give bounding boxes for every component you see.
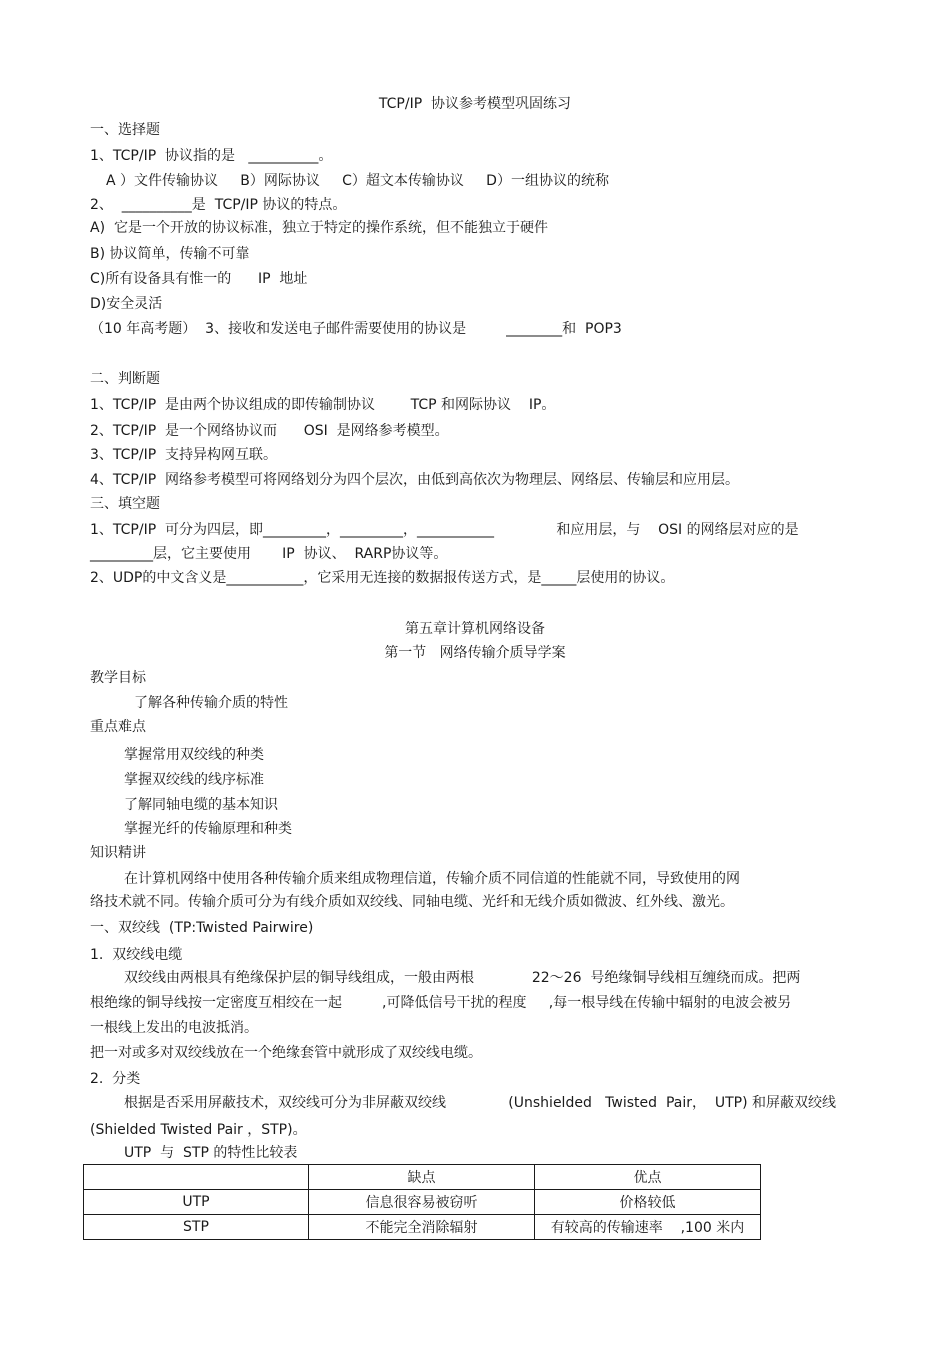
table-header-cell <box>84 1165 309 1190</box>
judge-item-2: 2、TCP/IP 是一个网络协议而 OSI 是网络参考模型。 <box>90 423 449 439</box>
table-row <box>84 1215 761 1240</box>
section-heading-choice: 一、选择题 <box>90 122 160 138</box>
fill-item-1-line-1: 1、TCP/IP 可分为四层，即_________，_________，___________ 和应用层，与 OSI 的网络层对应的是 <box>90 522 799 538</box>
comparison-table <box>83 1164 761 1240</box>
knowledge-paragraph-line-1: 在计算机网络中使用各种传输介质来组成物理信道，传输介质不同信道的性能就不同，导致使用的网 <box>124 871 740 887</box>
table-cell: 价格较低 <box>535 1190 761 1215</box>
table-header-row <box>84 1165 761 1190</box>
judge-item-3: 3、TCP/IP 支持异构网互联。 <box>90 447 278 463</box>
fill-item-2: 2、UDP的中文含义是___________，它采用无连接的数据报传送方式，是_____层使用的协议。 <box>90 570 675 586</box>
table-header-cell: 缺点 <box>309 1165 535 1190</box>
question-2-option-b: B) 协议简单，传输不可靠 <box>90 246 250 262</box>
table-cell: UTP <box>84 1190 309 1215</box>
key-point-2: 掌握双绞线的线序标准 <box>124 772 264 788</box>
twisted-pair-heading: 一、双绞线 (TP:Twisted Pairwire) <box>90 920 314 936</box>
section-title: 第一节 网络传输介质导学案 <box>384 645 566 661</box>
teaching-goal-heading: 教学目标 <box>90 670 146 686</box>
judge-item-4: 4、TCP/IP 网络参考模型可将网络划分为四个层次，由低到高依次为物理层、网络层、传输层和应用层。 <box>90 472 740 488</box>
section-heading-fill: 三、填空题 <box>90 496 160 512</box>
classification-paragraph-line-1: 根据是否采用屏蔽技术，双绞线可分为非屏蔽双绞线 (Unshielded Twisted Pair， UTP) 和屏蔽双绞线 <box>124 1095 837 1111</box>
question-2-option-c: C)所有设备具有惟一的 IP 地址 <box>90 271 308 287</box>
teaching-goal-item: 了解各种传输介质的特性 <box>134 695 288 711</box>
key-point-1: 掌握常用双绞线的种类 <box>124 747 264 763</box>
table-header-cell: 优点 <box>535 1165 761 1190</box>
table-cell: 信息很容易被窃听 <box>309 1190 535 1215</box>
fill-item-1-line-2: _________层，它主要使用 IP 协议、 RARP协议等。 <box>90 546 448 562</box>
classification-paragraph-line-2: (Shielded Twisted Pair ，STP)。 <box>90 1122 307 1138</box>
question-2-option-a: A) 它是一个开放的协议标准，独立于特定的操作系统，但不能独立于硬件 <box>90 220 548 236</box>
question-3: （10 年高考题） 3、接收和发送电子邮件需要使用的协议是 ________和 POP3 <box>90 321 622 337</box>
cable-heading: 1. 双绞线电缆 <box>90 947 183 963</box>
cable-paragraph-line-4: 把一对或多对双绞线放在一个绝缘套管中就形成了双绞线电缆。 <box>90 1045 482 1061</box>
key-points-heading: 重点难点 <box>90 719 146 735</box>
judge-item-1: 1、TCP/IP 是由两个协议组成的即传输制协议 TCP 和网际协议 IP。 <box>90 397 556 413</box>
practice-title: TCP/IP 协议参考模型巩固练习 <box>378 96 572 112</box>
classification-heading: 2. 分类 <box>90 1071 141 1087</box>
question-1: 1、TCP/IP 协议指的是 __________。 <box>90 148 333 164</box>
section-heading-judge: 二、判断题 <box>90 371 160 387</box>
key-point-4: 掌握光纤的传输原理和种类 <box>124 821 292 837</box>
table-cell: STP <box>84 1215 309 1240</box>
key-point-3: 了解同轴电缆的基本知识 <box>124 797 278 813</box>
chapter-title: 第五章计算机网络设备 <box>405 621 545 637</box>
table-cell: 有较高的传输速率 ,100 米内 <box>535 1215 761 1240</box>
cable-paragraph-line-1: 双绞线由两根具有绝缘保护层的铜导线组成，一般由两根 22～26 号绝缘铜导线相互缠绕而成。把两 <box>124 970 801 986</box>
knowledge-paragraph-line-2: 络技术就不同。传输介质可分为有线介质如双绞线、同轴电缆、光纤和无线介质如微波、红外线、激光。 <box>90 894 734 910</box>
cable-paragraph-line-2: 根绝缘的铜导线按一定密度互相绞在一起 ,可降低信号干扰的程度 ,每一根导线在传输中辐射的电波会被另 <box>90 995 792 1011</box>
table-caption: UTP 与 STP 的特性比较表 <box>124 1145 298 1161</box>
question-1-options: A ）文件传输协议 B）网际协议 C）超文本传输协议 D）一组协议的统称 <box>106 173 609 189</box>
table-cell: 不能完全消除辐射 <box>309 1215 535 1240</box>
knowledge-heading: 知识精讲 <box>90 845 146 861</box>
question-2-option-d: D)安全灵活 <box>90 296 163 312</box>
question-2: 2、 __________是 TCP/IP 协议的特点。 <box>90 197 347 213</box>
cable-paragraph-line-3: 一根线上发出的电波抵消。 <box>90 1020 258 1036</box>
table-row <box>84 1190 761 1215</box>
